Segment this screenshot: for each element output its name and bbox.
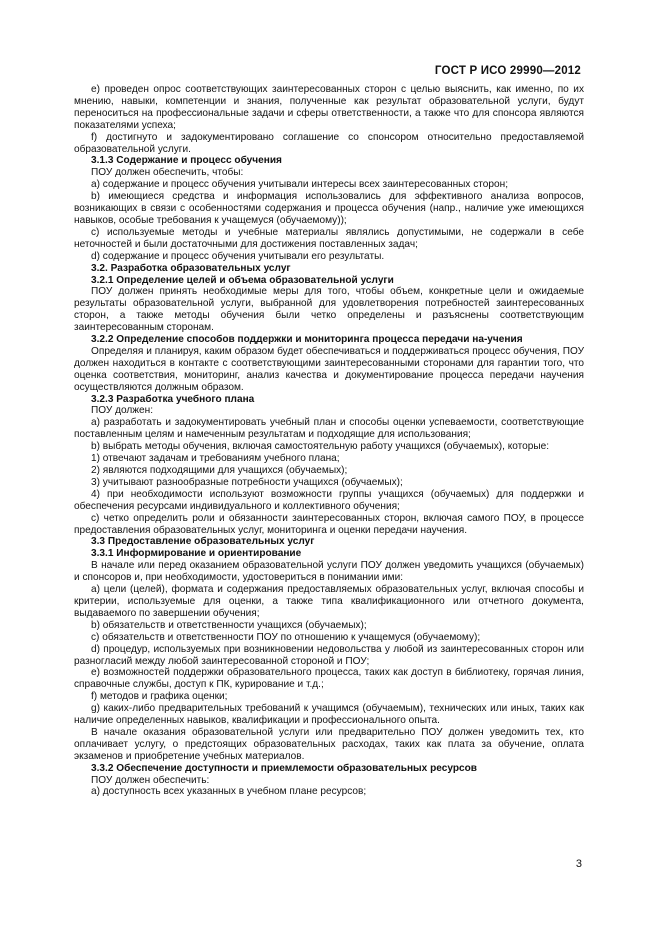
section-heading: 3.3.2 Обеспечение доступности и приемлемости образовательных ресурсов [91, 762, 477, 774]
paragraph: Определяя и планируя, каким образом будет обеспечиваться и поддерживаться процесс обучения, ПОУ должен находиться в контакте с соответствующими заинтересованными сторонами для гарантии того, что оценка соответствия, мониторинг, анализ качества и документирование процесса передачи научения осуществляются должным образом. [74, 345, 584, 393]
section-heading: 3.3 Предоставление образовательных услуг [91, 536, 315, 548]
paragraph: ПОУ должен обеспечить: [91, 774, 210, 786]
paragraph: d) процедур, используемых при возникновении недовольства у любой из заинтересованных сторон или разногласий между любой заинтересованной стороной и ПОУ; [74, 643, 584, 667]
paragraph: 1) отвечают задачам и требованиям учебного плана; [91, 453, 340, 465]
paragraph: В начале оказания образовательной услуги или предварительно ПОУ должен уведомить тех, кто оплачивает услугу, о предстоящих образовательных расходах, таких как плата за обучение, оплата экзаменов и приобретение учебных материалов. [74, 726, 584, 762]
paragraph: b) обязательств и ответственности учащихся (обучаемых); [91, 619, 367, 631]
section-heading: 3.2. Разработка образовательных услуг [91, 262, 291, 274]
section-heading: 3.3.1 Информирование и ориентирование [91, 548, 302, 560]
paragraph: a) доступность всех указанных в учебном плане ресурсов; [91, 786, 367, 798]
paragraph: e) проведен опрос соответствующих заинтересованных сторон с целью выяснить, как именно, по их мнению, навыки, компетенции и знания, полученные как результат образовательной услуги, будут переноситься на профессиональные задачи и сферы ответственности, а также что для спонсора являются показателями успеха; [74, 84, 584, 131]
paragraph: a) разработать и задокументировать учебный план и способы оценки успеваемости, соответствующие поставленным целям и намеченным результатам и подходящие для использования; [74, 417, 584, 441]
paragraph: c) обязательств и ответственности ПОУ по отношению к учащемуся (обучаемому); [91, 631, 481, 643]
paragraph: 3) учитывают разнообразные потребности учащихся (обучаемых); [91, 476, 403, 488]
paragraph: b) имеющиеся средства и информация использовались для эффективного анализа вопросов, возникающих в связи с особенностями содержания и процесса обучения (напр., наличие уже имеющихся навыков, особые требования к учащемуся (обучаемому)); [74, 191, 584, 226]
section-heading: 3.2.1 Определение целей и объема образовательной услуги [91, 274, 394, 286]
paragraph: 2) являются подходящими для учащихся (обучаемых); [91, 465, 348, 476]
paragraph: b) выбрать методы обучения, включая самостоятельную работу учащихся (обучаемых), которые: [91, 441, 550, 453]
paragraph: c) четко определить роли и обязанности заинтересованных сторон, включая самого ПОУ, в процессе предоставления образовательных услуг, мониторинга и оценки передачи научения. [74, 512, 584, 536]
paragraph: e) возможностей поддержки образовательного процесса, таких как доступ в библиотеку, горячая линия, справочные службы, доступ к ПК, курирование и т.д.; [74, 667, 584, 691]
paragraph: ПОУ должен: [91, 405, 154, 417]
section-heading: 3.2.3 Разработка учебного плана [91, 393, 255, 405]
paragraph: f) методов и графика оценки; [91, 691, 228, 703]
paragraph: g) каких-либо предварительных требований к учащимся (обучаемым), технических или иных, таких как наличие определенных навыков, квалификации и профессионального опыта. [74, 703, 584, 727]
paragraph: ПОУ должен принять необходимые меры для того, чтобы объем, конкретные цели и ожидаемые результаты образовательной услуги, выбранной для удовлетворения потребностей заинтересованных сторон, а также методы обучения были четко определены и разъяснены соответствующим заинтересованным сторонам. [74, 286, 584, 334]
paragraph: В начале или перед оказанием образовательной услуги ПОУ должен уведомить учащихся (обучаемых) и спонсоров и, при необходимости, удостовериться в понимании ими: [74, 560, 584, 584]
section-heading: 3.2.2 Определение способов поддержки и мониторинга процесса передачи на-учения [91, 334, 523, 346]
paragraph: f) достигнуто и задокументировано соглашение со спонсором относительно предоставляемой образовательной услуги. [74, 131, 584, 155]
document-body [74, 84, 584, 798]
paragraph: c) используемые методы и учебные материалы являлись допустимыми, не содержали в себе неточностей и были достаточными для достижения поставленных задач; [74, 226, 584, 250]
paragraph: a) цели (целей), формата и содержания предоставляемых образовательных услуг, включая способы и критерии, используемые для оценки, а также типа квалификационного или отчетного документа, выдаваемого по завершении обучения; [74, 584, 584, 619]
page-number: 3 [575, 858, 582, 870]
paragraph: a) содержание и процесс обучения учитывали интересы всех заинтересованных сторон; [91, 179, 509, 191]
standard-header: ГОСТ Р ИСО 29990—2012 [434, 65, 581, 77]
paragraph: ПОУ должен обеспечить, чтобы: [91, 167, 244, 179]
paragraph: d) содержание и процесс обучения учитывали его результаты. [91, 250, 385, 262]
section-heading: 3.1.3 Содержание и процесс обучения [91, 155, 282, 167]
paragraph: 4) при необходимости используют возможности группы учащихся (обучаемых) для поддержки и обеспечения ресурсами индивидуального и коллективного обучения; [74, 488, 584, 512]
